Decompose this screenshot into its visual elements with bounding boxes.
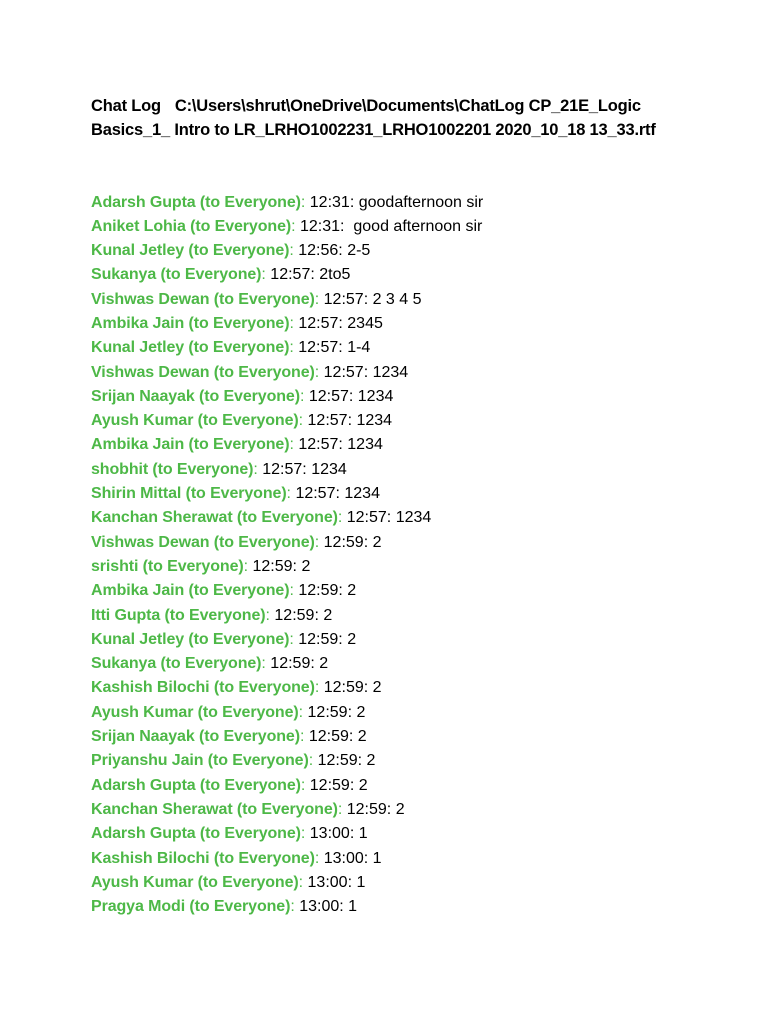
message-sender: srishti (to Everyone) xyxy=(91,557,244,575)
sender-separator: : xyxy=(298,412,308,430)
time-separator: : xyxy=(302,460,312,478)
message-text: 2 xyxy=(358,776,368,794)
chat-message xyxy=(91,604,711,628)
message-sender: Ambika Jain (to Everyone) xyxy=(91,582,290,600)
message-sender: Kanchan Sherawat (to Everyone) xyxy=(91,800,338,818)
message-text: goodafternoon sir xyxy=(358,193,484,211)
message-text: 2 xyxy=(357,728,367,746)
time-separator: : xyxy=(386,800,396,818)
message-text: good afternoon sir xyxy=(348,217,483,235)
message-text: 2 xyxy=(356,703,366,721)
sender-separator: : xyxy=(308,752,318,770)
message-sender: Kanchan Sherawat (to Everyone) xyxy=(91,509,338,527)
message-time: 12:57 xyxy=(346,509,387,527)
message-sender: Sukanya (to Everyone) xyxy=(91,266,262,284)
message-sender: Ayush Kumar (to Everyone) xyxy=(91,412,299,430)
message-text: 1234 xyxy=(347,436,383,454)
chat-message xyxy=(91,288,711,312)
time-separator: : xyxy=(363,849,373,867)
sender-separator: : xyxy=(289,582,299,600)
message-sender: Ambika Jain (to Everyone) xyxy=(91,436,290,454)
header-file-path: C:\Users\shrut\OneDrive\Documents\ChatLog CP_21E_Logic Basics_1_ Intro to LR_LRHO1002231_LRHO1002201 2020_10_18 13_33.rtf xyxy=(91,97,656,139)
time-separator: : xyxy=(339,898,349,916)
message-text: 2 xyxy=(347,630,357,648)
message-time: 12:59 xyxy=(323,533,364,551)
message-text: 1 xyxy=(356,873,366,891)
chat-message xyxy=(91,191,711,215)
chat-message xyxy=(91,239,711,263)
message-time: 12:57 xyxy=(295,485,336,503)
message-text: 1234 xyxy=(357,387,394,405)
message-sender: Srijan Naayak (to Everyone) xyxy=(91,728,300,746)
message-time: 12:59 xyxy=(252,557,293,575)
message-sender: Kashish Bilochi (to Everyone) xyxy=(91,679,315,697)
message-sender: Ayush Kumar (to Everyone) xyxy=(91,703,299,721)
chat-message xyxy=(91,798,711,822)
sender-separator: : xyxy=(253,460,263,478)
sender-separator: : xyxy=(289,242,299,260)
chat-message xyxy=(91,531,711,555)
sender-separator: : xyxy=(298,873,308,891)
sender-separator: : xyxy=(314,533,324,551)
sender-separator: : xyxy=(314,363,324,381)
message-sender: Srijan Naayak (to Everyone) xyxy=(91,387,300,405)
message-text: 2 xyxy=(301,557,311,575)
time-separator: : xyxy=(363,679,373,697)
message-time: 12:31 xyxy=(309,193,350,211)
message-time: 13:00 xyxy=(307,873,348,891)
sender-separator: : xyxy=(291,217,300,235)
message-time: 12:59 xyxy=(274,606,315,624)
chat-message xyxy=(91,871,711,895)
sender-separator: : xyxy=(286,485,296,503)
chat-message xyxy=(91,506,711,530)
message-text: 1-4 xyxy=(347,339,371,357)
time-separator: : xyxy=(347,412,357,430)
time-separator: : xyxy=(349,776,359,794)
message-time: 12:57 xyxy=(323,363,364,381)
message-text: 2-5 xyxy=(347,242,371,260)
message-sender: Aniket Lohia (to Everyone) xyxy=(91,217,292,235)
message-text: 2 xyxy=(372,533,382,551)
time-separator: : xyxy=(310,266,320,284)
message-text: 1234 xyxy=(372,363,409,381)
sender-separator: : xyxy=(261,655,271,673)
message-time: 12:59 xyxy=(317,752,358,770)
chat-message xyxy=(91,458,711,482)
time-separator: : xyxy=(340,217,349,235)
chat-log-header xyxy=(91,94,701,142)
message-text: 2 xyxy=(366,752,376,770)
time-separator: : xyxy=(348,387,358,405)
message-time: 12:57 xyxy=(307,412,348,430)
chat-message xyxy=(91,676,711,700)
sender-separator: : xyxy=(300,825,310,843)
sender-separator: : xyxy=(299,387,309,405)
message-time: 12:57 xyxy=(298,339,339,357)
sender-separator: : xyxy=(300,193,310,211)
time-separator: : xyxy=(338,582,348,600)
message-time: 12:59 xyxy=(298,582,339,600)
sender-separator: : xyxy=(299,728,309,746)
message-text: 2 3 4 5 xyxy=(372,290,422,308)
sender-separator: : xyxy=(289,630,299,648)
sender-separator: : xyxy=(314,849,324,867)
chat-message xyxy=(91,822,711,846)
chat-message xyxy=(91,701,711,725)
time-separator: : xyxy=(335,485,345,503)
sender-separator: : xyxy=(289,339,299,357)
message-time: 13:00 xyxy=(299,898,340,916)
message-time: 12:57 xyxy=(298,436,339,454)
message-sender: Adarsh Gupta (to Everyone) xyxy=(91,825,301,843)
chat-message xyxy=(91,215,711,239)
message-time: 12:57 xyxy=(270,266,311,284)
time-separator: : xyxy=(347,873,357,891)
message-time: 12:59 xyxy=(298,630,339,648)
sender-separator: : xyxy=(300,776,310,794)
chat-message-list xyxy=(91,191,711,920)
sender-separator: : xyxy=(265,606,275,624)
message-sender: Adarsh Gupta (to Everyone) xyxy=(91,193,301,211)
message-time: 12:57 xyxy=(262,460,303,478)
chat-message xyxy=(91,555,711,579)
message-sender: Pragya Modi (to Everyone) xyxy=(91,898,291,916)
time-separator: : xyxy=(314,606,324,624)
message-sender: shobhit (to Everyone) xyxy=(91,460,254,478)
sender-separator: : xyxy=(290,898,300,916)
message-text: 1234 xyxy=(344,485,380,503)
sender-separator: : xyxy=(298,703,308,721)
time-separator: : xyxy=(292,557,302,575)
message-sender: Vishwas Dewan (to Everyone) xyxy=(91,533,315,551)
time-separator: : xyxy=(338,339,348,357)
header-label: Chat Log xyxy=(91,97,161,115)
message-sender: Vishwas Dewan (to Everyone) xyxy=(91,290,315,308)
time-separator: : xyxy=(363,363,373,381)
chat-message xyxy=(91,312,711,336)
message-sender: Vishwas Dewan (to Everyone) xyxy=(91,363,315,381)
sender-separator: : xyxy=(289,314,299,332)
time-separator: : xyxy=(338,314,348,332)
message-text: 2 xyxy=(372,679,382,697)
chat-message xyxy=(91,433,711,457)
sender-separator: : xyxy=(337,509,347,527)
time-separator: : xyxy=(347,703,357,721)
message-time: 13:00 xyxy=(323,849,364,867)
message-sender: Adarsh Gupta (to Everyone) xyxy=(91,776,301,794)
sender-separator: : xyxy=(261,266,271,284)
chat-message xyxy=(91,579,711,603)
sender-separator: : xyxy=(289,436,299,454)
message-text: 1234 xyxy=(395,509,432,527)
message-text: 2 xyxy=(319,655,329,673)
message-time: 12:59 xyxy=(323,679,364,697)
message-text: 2 xyxy=(323,606,333,624)
message-time: 12:59 xyxy=(346,800,387,818)
message-text: 1234 xyxy=(356,412,393,430)
chat-message xyxy=(91,628,711,652)
message-sender: Kunal Jetley (to Everyone) xyxy=(91,339,290,357)
message-text: 2to5 xyxy=(319,266,351,284)
time-separator: : xyxy=(349,825,359,843)
chat-message xyxy=(91,847,711,871)
time-separator: : xyxy=(349,193,359,211)
time-separator: : xyxy=(338,242,348,260)
message-time: 12:59 xyxy=(308,728,349,746)
sender-separator: : xyxy=(243,557,253,575)
message-time: 12:57 xyxy=(298,314,339,332)
time-separator: : xyxy=(338,630,348,648)
message-text: 1 xyxy=(358,825,368,843)
time-separator: : xyxy=(310,655,320,673)
message-time: 12:59 xyxy=(309,776,350,794)
message-time: 12:59 xyxy=(270,655,311,673)
chat-message xyxy=(91,725,711,749)
chat-message xyxy=(91,385,711,409)
message-text: 1 xyxy=(348,898,358,916)
chat-message xyxy=(91,361,711,385)
chat-message xyxy=(91,895,711,919)
message-text: 1234 xyxy=(311,460,347,478)
message-sender: Kashish Bilochi (to Everyone) xyxy=(91,849,315,867)
message-sender: Sukanya (to Everyone) xyxy=(91,655,262,673)
message-sender: Kunal Jetley (to Everyone) xyxy=(91,630,290,648)
chat-message xyxy=(91,482,711,506)
message-text: 2 xyxy=(347,582,357,600)
message-time: 12:57 xyxy=(308,387,349,405)
message-time: 12:59 xyxy=(307,703,348,721)
message-sender: Kunal Jetley (to Everyone) xyxy=(91,242,290,260)
message-text: 2 xyxy=(395,800,405,818)
message-time: 12:57 xyxy=(323,290,364,308)
sender-separator: : xyxy=(337,800,347,818)
chat-message xyxy=(91,774,711,798)
message-sender: Shirin Mittal (to Everyone) xyxy=(91,485,287,503)
time-separator: : xyxy=(357,752,367,770)
message-time: 13:00 xyxy=(309,825,350,843)
chat-message xyxy=(91,336,711,360)
sender-separator: : xyxy=(314,679,324,697)
sender-separator: : xyxy=(314,290,324,308)
time-separator: : xyxy=(348,728,358,746)
message-sender: Ambika Jain (to Everyone) xyxy=(91,314,290,332)
chat-message xyxy=(91,409,711,433)
message-time: 12:56 xyxy=(298,242,339,260)
time-separator: : xyxy=(386,509,396,527)
chat-message xyxy=(91,749,711,773)
time-separator: : xyxy=(363,290,373,308)
chat-message xyxy=(91,263,711,287)
time-separator: : xyxy=(363,533,373,551)
message-sender: Itti Gupta (to Everyone) xyxy=(91,606,266,624)
message-sender: Priyanshu Jain (to Everyone) xyxy=(91,752,309,770)
message-text: 2345 xyxy=(347,314,383,332)
message-time: 12:31 xyxy=(300,217,341,235)
time-separator: : xyxy=(338,436,348,454)
message-sender: Ayush Kumar (to Everyone) xyxy=(91,873,299,891)
message-text: 1 xyxy=(372,849,382,867)
chat-message xyxy=(91,652,711,676)
